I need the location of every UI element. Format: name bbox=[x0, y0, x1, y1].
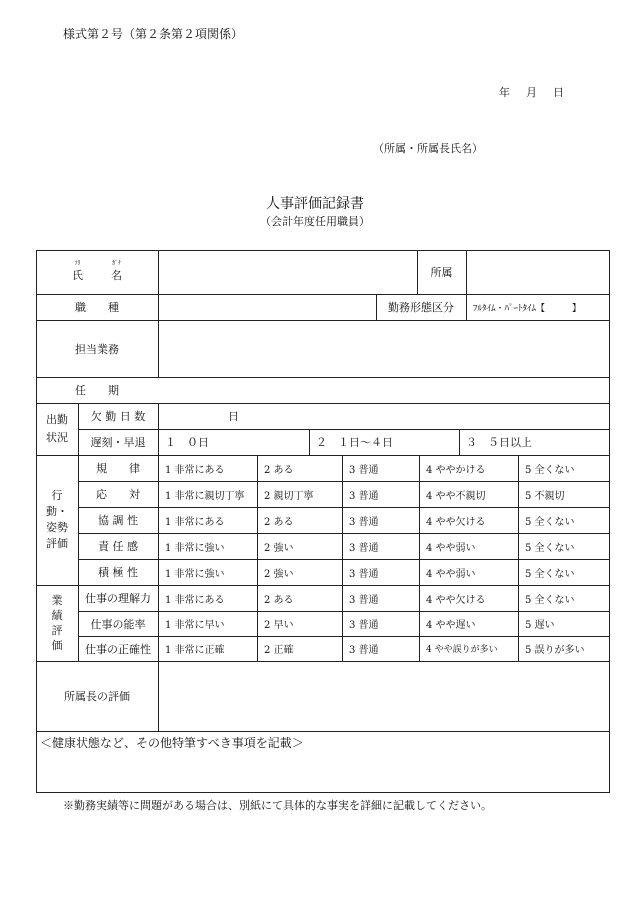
rating-option[interactable]: 5 遅い bbox=[525, 620, 555, 631]
absence-unit: 日 bbox=[228, 410, 239, 423]
rating-option[interactable]: 5 全くない bbox=[525, 594, 575, 606]
job-type-field[interactable] bbox=[159, 295, 376, 320]
rating-option[interactable]: 4 やや不親切 bbox=[426, 490, 486, 502]
manager-eval-label: 所属長の評価 bbox=[64, 690, 130, 703]
date-day: 日 bbox=[553, 86, 564, 99]
page-title: 人事評価記録書 bbox=[266, 196, 364, 212]
performance-label: 仕事の能率 bbox=[90, 617, 146, 631]
remarks-field[interactable] bbox=[37, 752, 609, 792]
name-label bbox=[36, 250, 158, 294]
affiliation-field[interactable] bbox=[467, 251, 609, 294]
name-char-1: ﾌﾘ 氏 bbox=[72, 260, 83, 282]
affiliation-label: 所属 bbox=[430, 266, 453, 279]
rating-option[interactable]: 3 普通 bbox=[349, 594, 379, 606]
late-option-3[interactable]: ３ ５日以上 bbox=[466, 436, 532, 449]
rating-option[interactable]: 3 普通 bbox=[349, 620, 379, 631]
rating-option[interactable]: 4 やや誤りが多い bbox=[426, 645, 498, 655]
remarks-label: ＜健康状態など、その他特筆すべき事項を記載＞ bbox=[40, 735, 304, 750]
rating-option[interactable]: 4 やや欠ける bbox=[426, 594, 486, 606]
rating-option[interactable]: 5 全くない bbox=[525, 568, 575, 580]
rating-option[interactable]: 5 誤りが多い bbox=[525, 645, 585, 656]
duty-field[interactable] bbox=[159, 321, 609, 377]
behavior-label: 積 極 性 bbox=[98, 566, 138, 579]
term-label: 任 期 bbox=[75, 384, 119, 397]
attendance-group-label: 出勤状況 bbox=[46, 413, 68, 444]
behavior-label: 規 律 bbox=[96, 462, 140, 475]
rating-option[interactable]: 1 非常に強い bbox=[165, 542, 225, 554]
footnote: ※勤務実績等に問題がある場合は、別紙にて具体的な事実を詳細に記載してください。 bbox=[63, 799, 492, 812]
rating-option[interactable]: 1 非常にある bbox=[165, 594, 225, 606]
rating-option[interactable]: 1 非常に親切丁寧 bbox=[165, 490, 245, 502]
date-month: 月 bbox=[526, 86, 537, 99]
date-year: 年 bbox=[499, 86, 510, 99]
rating-option[interactable]: 5 不親切 bbox=[525, 490, 565, 502]
work-type-value[interactable]: ﾌﾙﾀｲﾑ・ﾊﾟｰﾄﾀｲﾑ【 】 bbox=[473, 303, 582, 314]
rating-option[interactable]: 3 普通 bbox=[349, 464, 379, 476]
performance-group-label: 業績評価 bbox=[51, 594, 63, 652]
rating-option[interactable]: 3 普通 bbox=[349, 490, 379, 502]
performance-label: 仕事の正確性 bbox=[85, 642, 151, 656]
rating-option[interactable]: 1 非常に早い bbox=[165, 620, 225, 631]
rating-option[interactable]: 5 全くない bbox=[525, 464, 575, 476]
name-field[interactable] bbox=[159, 251, 416, 294]
rating-option[interactable]: 1 非常に強い bbox=[165, 568, 225, 580]
rating-option[interactable]: 3 普通 bbox=[349, 645, 379, 656]
job-type-label: 職 種 bbox=[75, 301, 119, 314]
rating-option[interactable]: 2 早い bbox=[264, 620, 294, 631]
behavior-label: 応 対 bbox=[96, 488, 140, 501]
rating-option[interactable]: 2 親切丁寧 bbox=[264, 490, 314, 502]
rating-option[interactable]: 2 強い bbox=[264, 542, 294, 554]
affiliation-name: （所属・所属長氏名） bbox=[373, 142, 483, 155]
page-subtitle: （会計年度任用職員） bbox=[260, 215, 370, 228]
rating-option[interactable]: 5 全くない bbox=[525, 516, 575, 528]
rating-option[interactable]: 1 非常にある bbox=[165, 516, 225, 528]
rating-option[interactable]: 5 全くない bbox=[525, 542, 575, 554]
rating-option[interactable]: 4 やや欠ける bbox=[426, 516, 486, 528]
late-label: 遅刻・早退 bbox=[90, 436, 146, 449]
rating-option[interactable]: 4 ややかける bbox=[426, 464, 486, 476]
date-line bbox=[499, 84, 564, 100]
performance-label: 仕事の理解力 bbox=[85, 592, 151, 605]
form-number: 様式第２号（第２条第２項関係） bbox=[63, 27, 244, 41]
rating-option[interactable]: 2 正確 bbox=[264, 645, 294, 656]
rating-option[interactable]: 4 やや遅い bbox=[426, 620, 476, 631]
rating-option[interactable]: 3 普通 bbox=[349, 516, 379, 528]
rating-option[interactable]: 2 ある bbox=[264, 464, 294, 476]
behavior-label: 協 調 性 bbox=[98, 514, 138, 527]
rating-option[interactable]: 4 やや弱い bbox=[426, 542, 476, 554]
rating-option[interactable]: 4 やや弱い bbox=[426, 568, 476, 580]
rating-option[interactable]: 3 普通 bbox=[349, 568, 379, 580]
manager-eval-field[interactable] bbox=[159, 662, 609, 731]
late-option-2[interactable]: ２ １日～４日 bbox=[316, 436, 393, 449]
behavior-label: 責 任 感 bbox=[98, 540, 138, 553]
work-type-label: 勤務形態区分 bbox=[388, 301, 454, 314]
late-option-1[interactable]: １ ０日 bbox=[165, 436, 209, 449]
rating-option[interactable]: 2 強い bbox=[264, 568, 294, 580]
name-char-2: ｶﾞﾅ 名 bbox=[111, 260, 122, 282]
rating-option[interactable]: 2 ある bbox=[264, 594, 294, 606]
absence-label: 欠 勤 日 数 bbox=[90, 410, 146, 423]
rating-option[interactable]: 2 ある bbox=[264, 516, 294, 528]
behavior-group-label: 行動・姿勢評価 bbox=[46, 489, 68, 550]
rating-option[interactable]: 1 非常に正確 bbox=[165, 645, 225, 656]
rating-option[interactable]: 3 普通 bbox=[349, 542, 379, 554]
rating-option[interactable]: 1 非常にある bbox=[165, 464, 225, 476]
duty-label: 担当業務 bbox=[75, 342, 119, 356]
term-field[interactable] bbox=[159, 378, 609, 403]
